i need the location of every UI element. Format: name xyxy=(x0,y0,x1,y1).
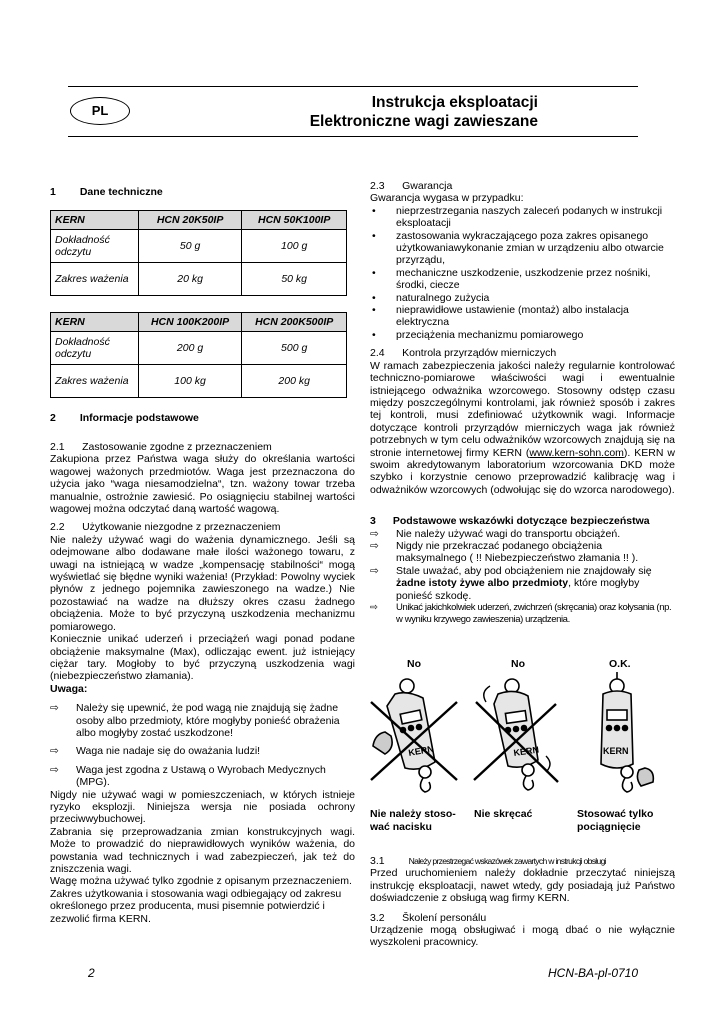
section-1-title: Dane techniczne xyxy=(79,186,163,198)
subsection-2-2-text-5: Wagę można używać tylko zgodnie z opisanym przeznaczeniem. xyxy=(50,875,352,888)
safety-text-part: , które mogłyby ponieść szkodę. xyxy=(396,577,640,602)
list-item xyxy=(370,205,675,230)
bullet-icon: • xyxy=(372,204,376,217)
list-item xyxy=(370,292,675,304)
section-3-number: 3 xyxy=(370,515,376,528)
list-item-text: zastosowania wykraczającego poza zakres opisanego użytkowaniawykonanie zmian w urządzeniu albo otwarcie przyrządu, xyxy=(396,229,664,267)
subsection-3-2-title: 3.2 Školení personálu xyxy=(370,911,487,924)
crane-scale-icon xyxy=(371,679,457,792)
list-item-text: mechaniczne uszkodzenie, uszkodzenie przez nośniki, środki, ciecze xyxy=(396,266,651,292)
warning-text: Waga nie nadaje się do oważania ludzi! xyxy=(76,745,261,758)
safety-item xyxy=(370,540,675,565)
table-header-cell: HCN 100K200IP xyxy=(138,313,242,332)
subsection-2-1-title: 2.1 Zastosowanie zgodne z przeznaczeniem xyxy=(50,441,272,453)
list-item-text: przeciążenia mechanizmu pomiarowego xyxy=(396,328,584,341)
list-item xyxy=(370,230,675,267)
list-item xyxy=(370,304,675,329)
safety-text: Unikać jakichkolwiek uderzeń, zwichrzeń (skręcania) oraz kołysania (np. w wyniku krzywego zawieszenia) urządzenia. xyxy=(396,602,672,626)
table-row xyxy=(51,230,347,263)
warning-text: Należy się upewnić, że pod wagą nie znajdują się żadne osoby albo przedmioty, które mogłyby ponieść obrażenia albo mogłyby zostać uszkodzone! xyxy=(76,702,340,739)
section-2-body xyxy=(50,441,355,925)
page-number: 2 xyxy=(88,966,95,980)
list-item xyxy=(370,329,675,341)
warning-text: Waga jest zgodna z Ustawą o Wyrobach Medycznych (MPG). xyxy=(76,763,326,789)
subsection-2-4-text-b: ). KERN w swoim akredytowanym laboratorium wzorcowania DKD może szybko i korzystnie cenowo przeprowadzić kalibrację wag i odważników wzorcowych (odwołując się do wzorca narodowego). xyxy=(370,446,675,496)
table-header-row xyxy=(51,313,347,332)
table-row xyxy=(51,332,347,365)
figure-caption-2: Nie skręcać xyxy=(474,808,533,820)
table-row-label: Zakres ważenia xyxy=(51,365,139,398)
figure-label-no-1: No xyxy=(407,658,421,670)
table-cell: 500 g xyxy=(242,332,347,365)
scale-brand-label: KERN xyxy=(603,746,629,756)
arrow-right-icon: ⇨ xyxy=(370,527,379,540)
list-item-text: nieprzestrzegania naszych zaleceń podanych w instrukcji eksploatacji xyxy=(396,204,663,230)
subsection-2-2-text-6: Zakres użytkowania i stosowania wagi odbiegający od zakresu określonego przez producenta, musi pisemnie potwierdzić i zezwolić firma KERN. xyxy=(50,887,342,925)
subsection-3-1-text: Przed uruchomieniem należy dokładnie przeczytać niniejszą instrukcję eksploatacji, nawet wtedy, gdy posiadają już Państwo doświadczenie z obsługą wag firmy KERN. xyxy=(370,867,675,905)
title-line-2: Elektroniczne wagi zawieszane xyxy=(309,113,538,130)
table-header-cell: HCN 20K50IP xyxy=(138,211,242,230)
subsection-2-2-text-3: Nigdy nie używać wagi w pomieszczeniach, w których istnieje ryzyko eksplozji. Niniejsza wersja nie posiada ochrony przeciwwybuchowej. xyxy=(50,788,355,826)
section-2-heading xyxy=(50,412,199,424)
bullet-icon: • xyxy=(372,328,376,341)
figure-caption-3: Stosować tylko pociągnięcie xyxy=(577,808,654,833)
safety-text-emphasis: żadne istoty żywe albo przedmioty xyxy=(396,577,569,590)
section-3-title: Podstawowe wskazówki dotyczące bezpieczeństwa xyxy=(392,515,650,528)
subsection-2-4-text-a: W ramach zabezpieczenia jakości należy regularnie kontrolować techniczno-pomiarowe właściwości wagi i ewentualnie istniejącego odważnika wzorcowego. Stosowny odstęp czasu między poszczególnymi kontrolami, jak również sposób i zakres tej kontroli, musi zdefiniować użytkownik wagi. Informacje dotyczące kontroli przyrządów mierniczych waga jak również potrzebnych w tym celu odważników wzorcowych znajdują się na stronie internetowej firmy KERN ( xyxy=(370,359,675,459)
arrow-right-icon: ⇨ xyxy=(370,539,379,552)
table-cell: 50 kg xyxy=(242,263,347,296)
subsection-2-2-text-1: Nie należy używać wagi do ważenia dynamicznego. Jeśli są odejmowane albo dodawane małe ilości ważonego towaru, z uwagi na istniejącą w wadze „kompensację stabilności“ mogą wyświetlać się błędne wyniki ważenia! (Przykład: Powolny wyciek płynów z jednego pojemnika zawieszonego na wadze.) Nie pozostawiać na wadze na dłuższy okres czasu żadnego obciążenia. Może to być przyczyną uszkodzenia mechanizmu pomiarowego. xyxy=(50,533,355,633)
right-column xyxy=(370,180,675,627)
subsection-2-3-title: 2.3 Gwarancja xyxy=(370,180,453,192)
list-item xyxy=(370,267,675,292)
uwaga-label: Uwaga: xyxy=(50,682,88,695)
table-row-label: Dokładność odczytu xyxy=(51,332,139,365)
crane-scale-icon xyxy=(601,672,653,792)
safety-text-part: Stale uważać, aby pod obciążeniem nie znajdowały się xyxy=(396,564,652,577)
crane-scale-icon xyxy=(474,679,558,790)
figure-label-ok: O.K. xyxy=(609,658,631,670)
section-2-title: Informacje podstawowe xyxy=(79,412,199,424)
safety-text xyxy=(396,565,652,602)
table-row-label: Dokładność odczytu xyxy=(51,230,139,263)
section-1-number: 1 xyxy=(50,186,56,198)
scale-brand-label: KERN xyxy=(512,744,540,758)
header-top-rule xyxy=(68,86,638,87)
safety-text: Nigdy nie przekraczać podanego obciążenia maksymalnego ( !! Niebezpieczeństwo złamania !! ). xyxy=(396,539,639,565)
arrow-right-icon: ⇨ xyxy=(50,745,59,758)
arrow-right-icon: ⇨ xyxy=(370,602,378,613)
section-3-continued xyxy=(370,855,675,949)
page-title xyxy=(310,93,538,131)
subsection-2-2-title: 2.2 Użytkowanie niezgodne z przeznaczeniem xyxy=(50,521,281,534)
table-row-label: Zakres ważenia xyxy=(51,263,139,296)
table-cell: 20 kg xyxy=(138,263,242,296)
table-cell: 200 kg xyxy=(242,365,347,398)
warning-item xyxy=(50,702,355,739)
table-header-cell: KERN xyxy=(51,211,139,230)
safety-item xyxy=(370,565,675,602)
subsection-2-2-text-4: Zabrania się przeprowadzania zmian konstrukcyjnych wagi. Może to prowadzić do nieprawidłowych wyników ważenia, do powstania wad technicznych i wad zabezpieczeń, jak też do zniszczenia wagi. xyxy=(50,825,355,875)
table-header-cell: HCN 200K500IP xyxy=(242,313,347,332)
spec-table-2 xyxy=(50,312,347,398)
list-item-text: nieprawidłowe ustawienie (montaż) albo instalacja elektryczna xyxy=(396,304,629,329)
table-cell: 100 kg xyxy=(138,365,242,398)
subsection-2-4-title: 2.4 Kontrola przyrządów mierniczych xyxy=(370,347,557,360)
title-line-1: Instrukcja eksploatacji xyxy=(371,94,538,111)
arrow-right-icon: ⇨ xyxy=(50,702,59,715)
language-badge: PL xyxy=(70,97,130,125)
scale-twist-illustration xyxy=(466,672,566,802)
kern-website-link[interactable]: www.kern-sohn.com xyxy=(529,446,624,459)
section-3-heading xyxy=(370,515,675,527)
subsection-2-1-text: Zakupiona przez Państwa waga służy do określania wartości wagowej ważonych przedmiotów. Waga jest przeznaczona do użycia jako “waga niesamodzielna“, tzn. ważony towar trzeba manualnie, ostrożnie zawiesić. Po osiągnięciu stabilnej wartości wagowej można odczytać daną wartość wagową. xyxy=(50,453,355,516)
spec-table-1 xyxy=(50,210,347,296)
figure-label-no-2: No xyxy=(511,658,525,670)
document-id: HCN-BA-pl-0710 xyxy=(548,966,639,980)
section-1-heading xyxy=(50,186,163,198)
arrow-right-icon: ⇨ xyxy=(50,763,59,776)
subsection-2-4-text xyxy=(370,360,675,496)
table-header-row xyxy=(51,211,347,230)
table-cell: 50 g xyxy=(138,230,242,263)
table-header-cell: HCN 50K100IP xyxy=(242,211,347,230)
subsection-3-1-heading: Należy przestrzegać wskazówek zawartych w instrukcji obsługi xyxy=(408,856,606,866)
warranty-list xyxy=(370,205,675,341)
table-cell: 100 g xyxy=(242,230,347,263)
safety-item xyxy=(370,602,675,627)
bullet-icon: • xyxy=(372,229,376,242)
safety-item xyxy=(370,528,675,540)
subsection-2-2-text-2: Koniecznie unikać uderzeń i przeciążeń wagi ponad podane obciążenie maksymalne (Max), odliczając ewent. już istniejący ciężar tary. Mogłoby to być przyczyną uszkodzenia wagi (niebezpieczeństwo złamania). xyxy=(50,633,355,683)
arrow-right-icon: ⇨ xyxy=(370,564,379,577)
scale-pull-illustration xyxy=(575,672,665,802)
warning-item xyxy=(50,745,355,757)
subsection-3-1-number: 3.1 xyxy=(370,855,385,867)
table-row xyxy=(51,365,347,398)
bullet-icon: • xyxy=(372,266,376,279)
table-cell: 200 g xyxy=(138,332,242,365)
table-header-cell: KERN xyxy=(51,313,139,332)
scale-push-illustration xyxy=(365,672,465,802)
scale-brand-label: KERN xyxy=(407,743,435,758)
table-row xyxy=(51,263,347,296)
subsection-3-1-title xyxy=(370,855,675,867)
subsection-3-2-text: Urządzenie mogą obsługiwać i mogą dbać o nie wyłącznie wyszkoleni pracownicy. xyxy=(370,924,675,949)
list-item-text: naturalnego zużycia xyxy=(396,291,490,304)
figure-caption-1: Nie należy stoso- wać nacisku xyxy=(370,808,456,833)
header-bottom-rule xyxy=(68,136,638,137)
bullet-icon: • xyxy=(372,291,376,304)
safety-text: Nie należy używać wagi do transportu obciążeń. xyxy=(396,527,621,540)
bullet-icon: • xyxy=(372,304,376,317)
warning-item xyxy=(50,764,355,789)
section-2-number: 2 xyxy=(50,412,56,424)
subsection-2-3-intro: Gwarancja wygasa w przypadku: xyxy=(370,192,524,205)
